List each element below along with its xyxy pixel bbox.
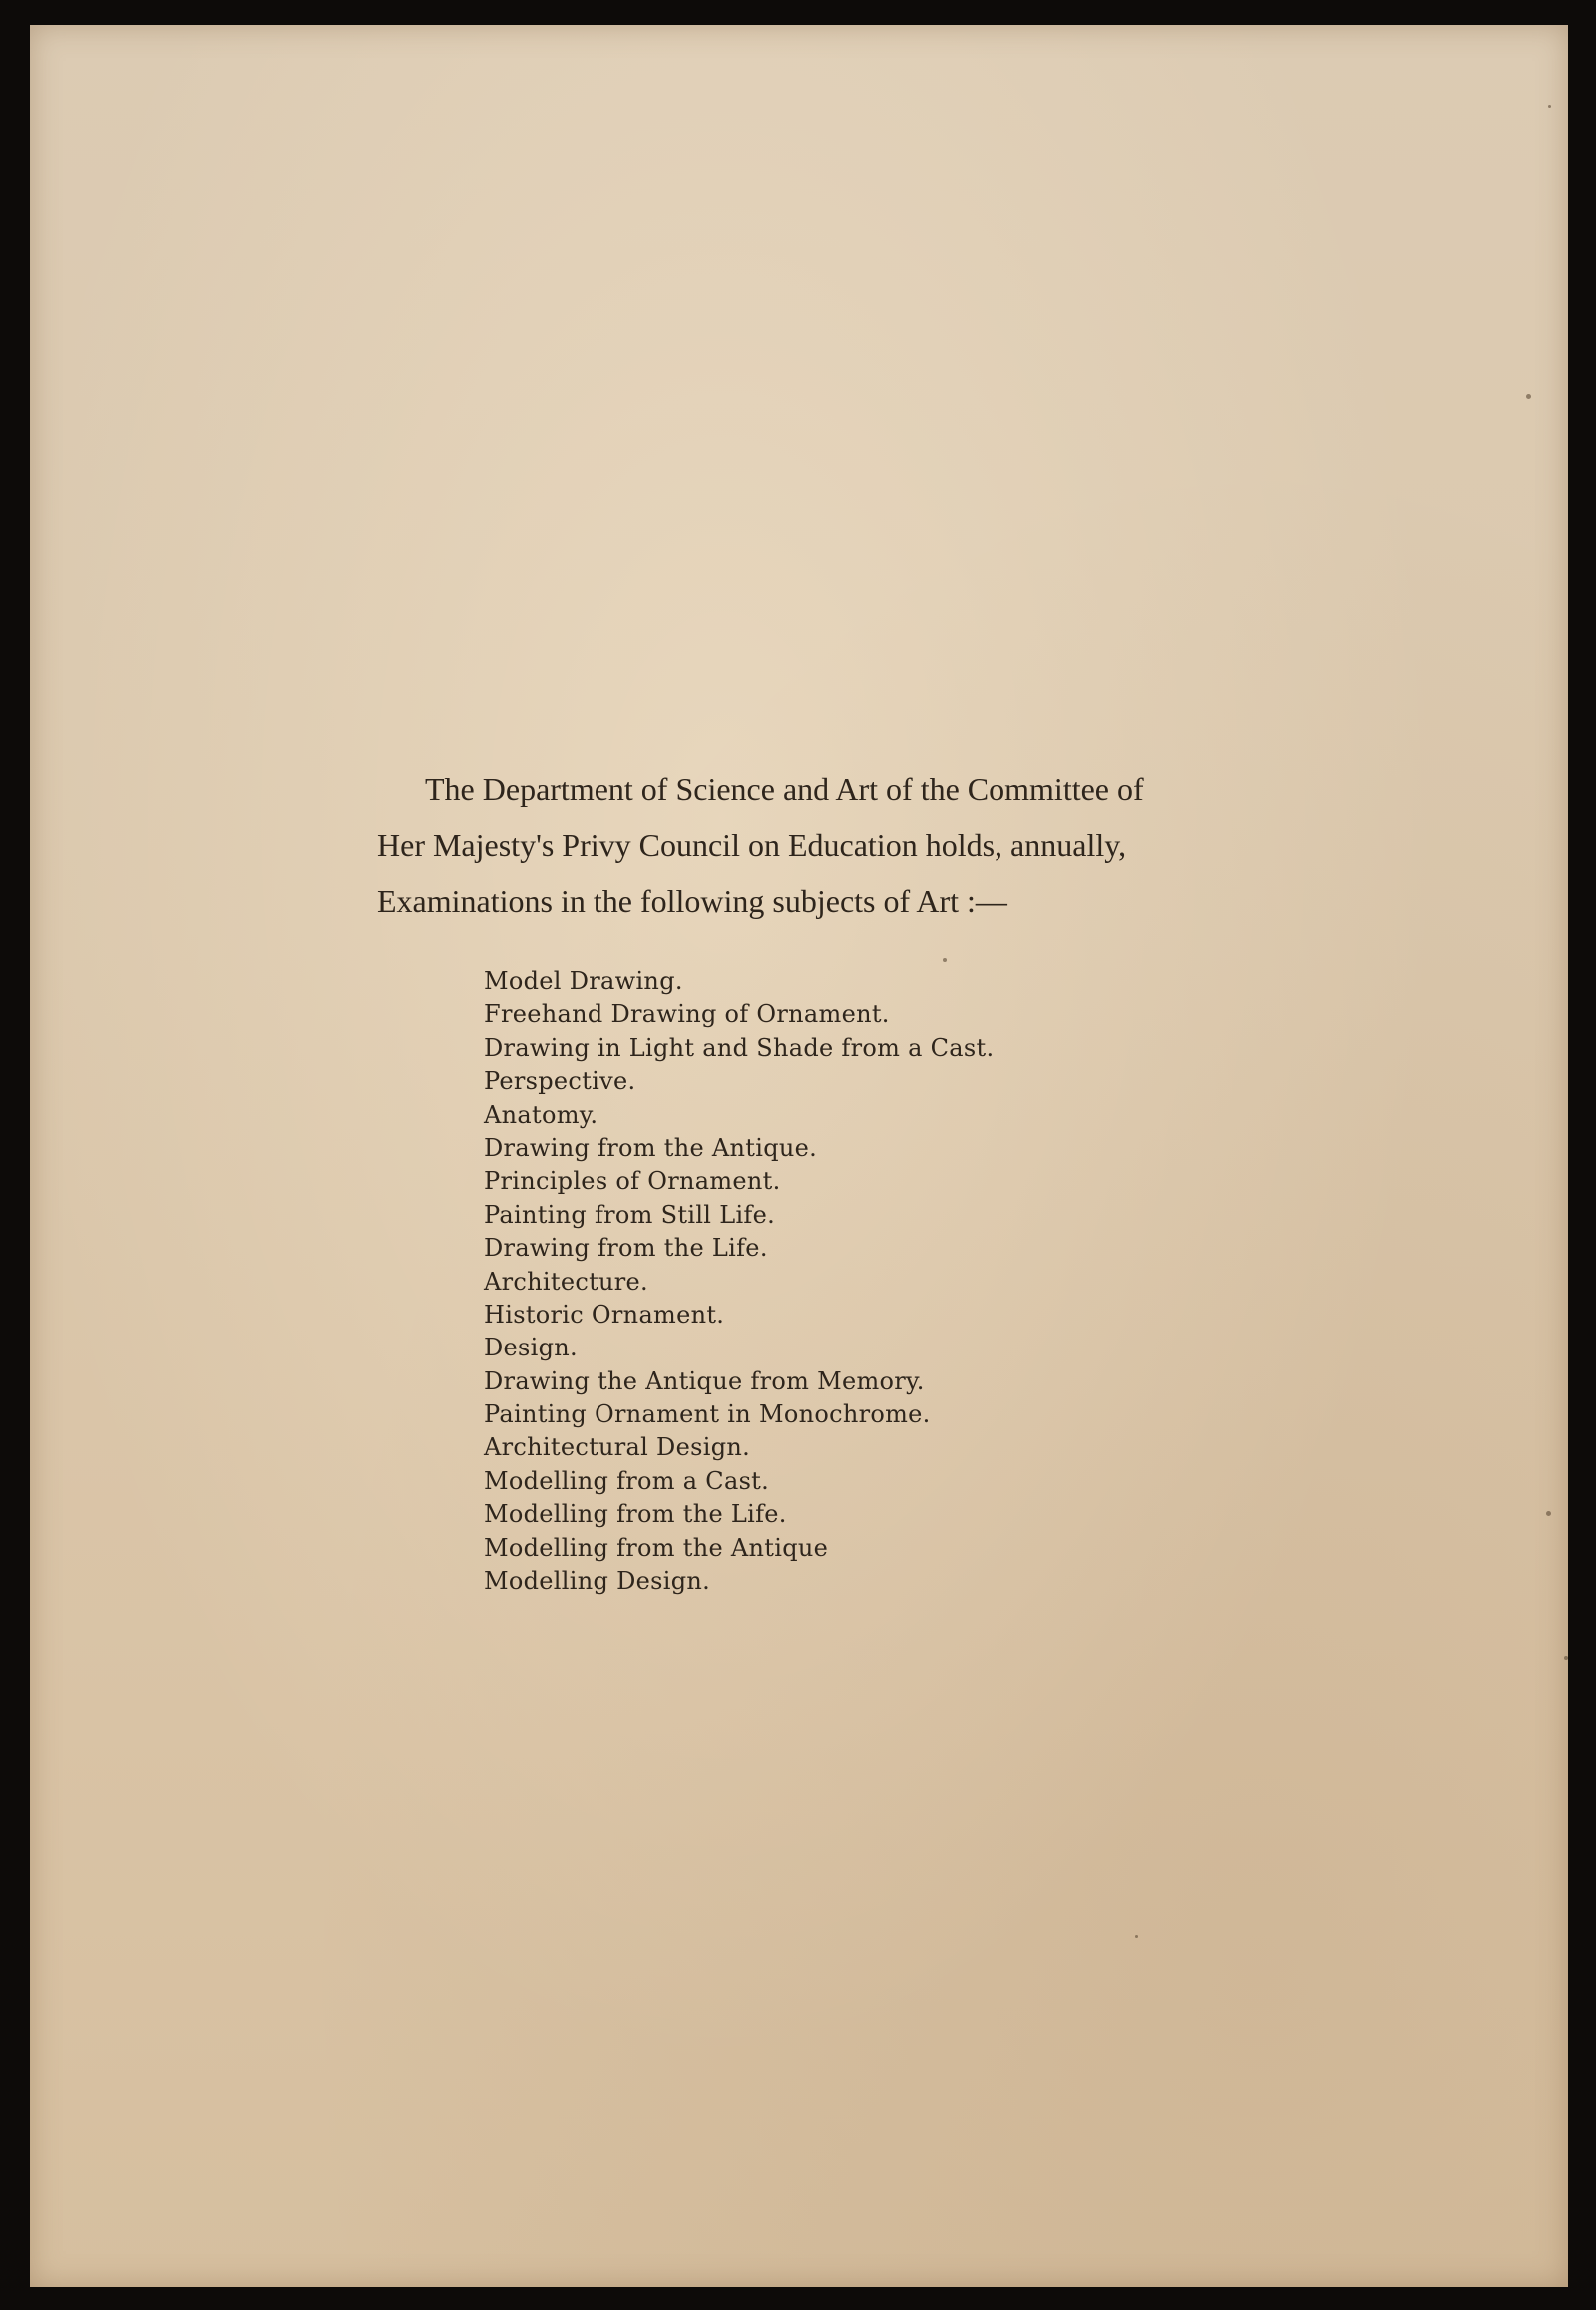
subject-item: Architectural Design. (484, 1433, 751, 1462)
subject-item: Architecture. (484, 1267, 648, 1296)
subject-item: Modelling from the Life. (484, 1500, 787, 1529)
subject-item: Design. (484, 1334, 578, 1362)
subject-item: Modelling from a Cast. (484, 1466, 770, 1495)
subjects-list (484, 965, 994, 1598)
subject-item: Drawing the Antique from Memory. (484, 1366, 925, 1395)
paper-speck (1548, 105, 1551, 108)
paper-speck (1135, 1935, 1138, 1938)
subject-item: Modelling from the Antique (484, 1533, 829, 1562)
intro-line: The Department of Science and Art of the Committee of (425, 771, 1144, 807)
subject-item: Painting Ornament in Monochrome. (484, 1400, 931, 1429)
subject-item: Freehand Drawing of Ornament. (484, 1000, 890, 1029)
paper-page (30, 25, 1568, 2287)
intro-line: Her Majesty's Privy Council on Education holds, annually, (377, 827, 1127, 863)
subject-item: Anatomy. (484, 1100, 598, 1129)
paper-speck (943, 958, 947, 962)
subject-item: Perspective. (484, 1067, 636, 1096)
subject-item: Model Drawing. (484, 967, 683, 995)
paper-speck (1564, 1656, 1568, 1660)
paper-speck (1546, 1511, 1551, 1516)
paper-speck (1526, 394, 1531, 399)
subject-item: Modelling Design. (484, 1567, 711, 1596)
subject-item: Historic Ornament. (484, 1300, 725, 1329)
subject-item: Drawing from the Life. (484, 1234, 768, 1263)
subject-item: Drawing from the Antique. (484, 1133, 818, 1162)
intro-line: Examinations in the following subjects of Art :— (377, 883, 1007, 919)
subject-item: Principles of Ornament. (484, 1167, 781, 1196)
subject-item: Painting from Still Life. (484, 1200, 776, 1229)
subject-item: Drawing in Light and Shade from a Cast. (484, 1033, 995, 1062)
intro-paragraph (377, 761, 1275, 929)
